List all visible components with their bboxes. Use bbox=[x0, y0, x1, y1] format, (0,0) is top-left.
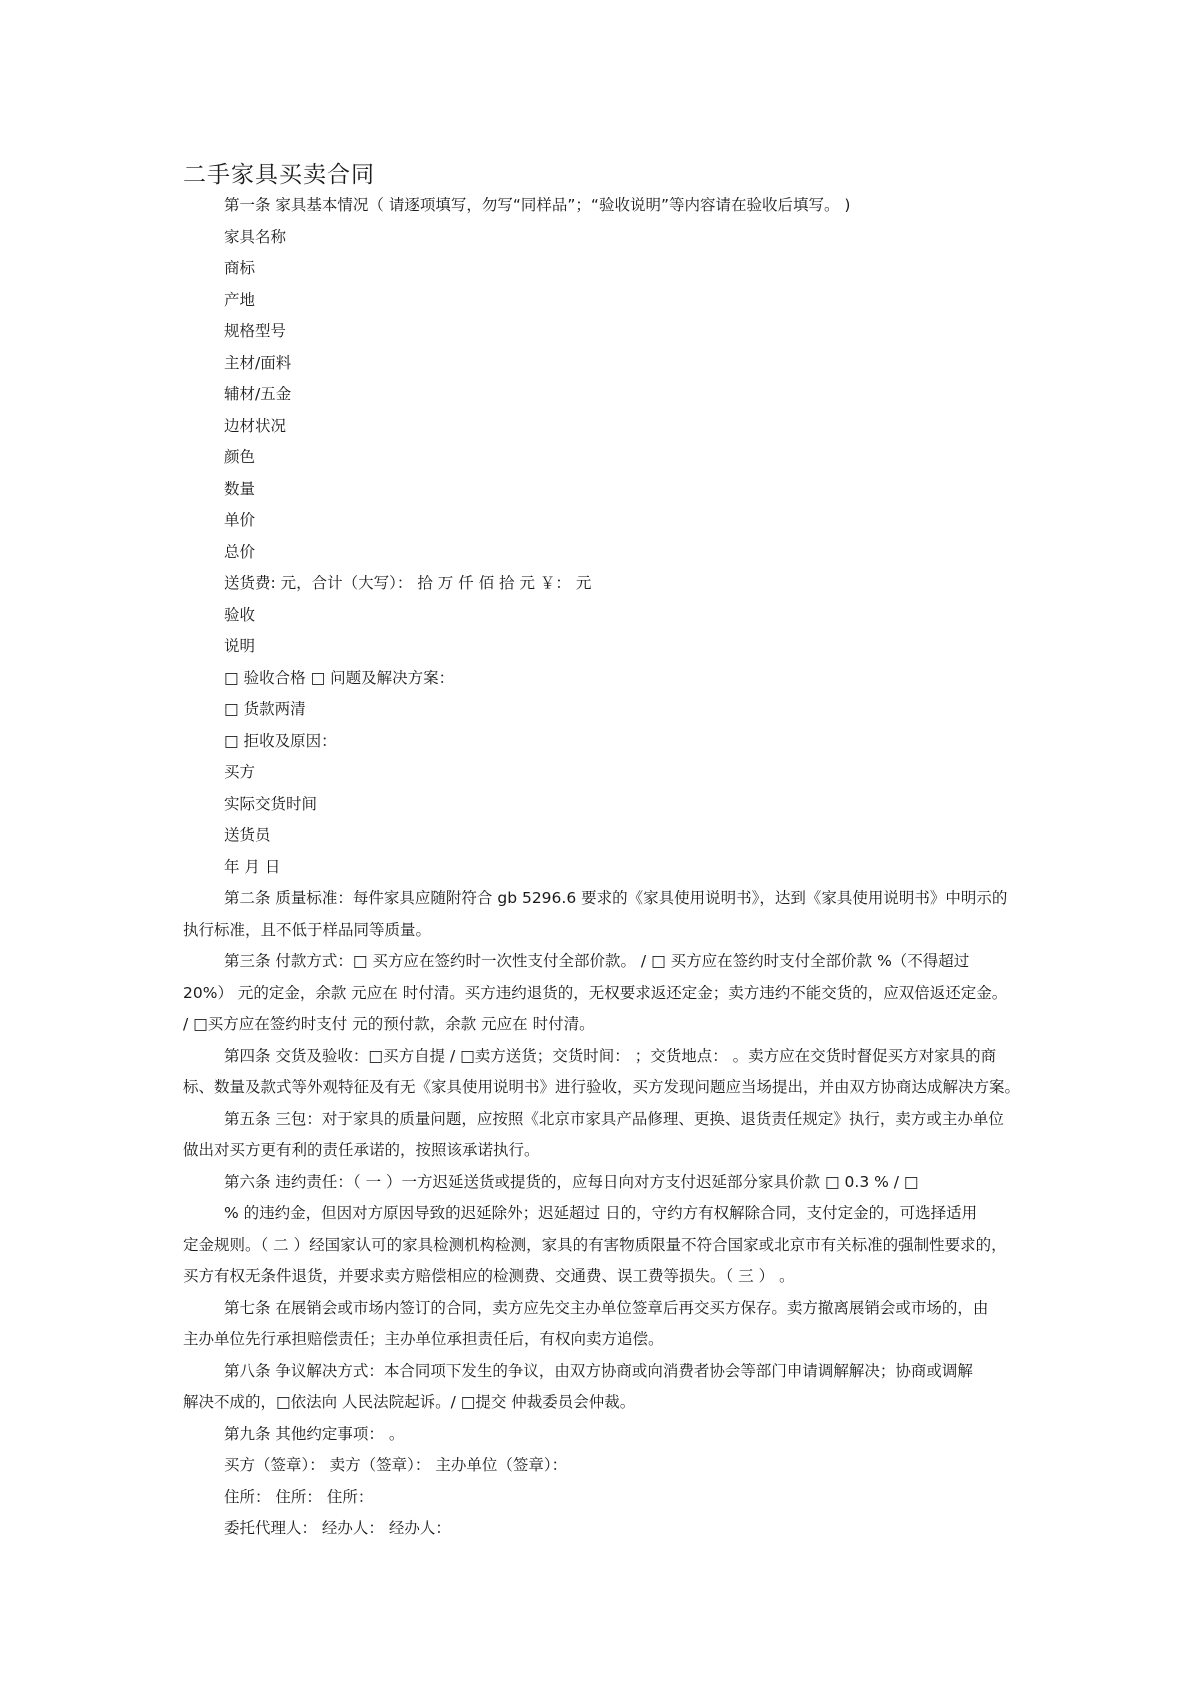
document-title: 二手家具买卖合同 bbox=[183, 162, 375, 188]
article6-line: 买方有权无条件退货，并要求卖方赔偿相应的检测费、交通费、误工费等损失。（ 三 ） 。 bbox=[183, 1267, 795, 1285]
field-origin: 产地 bbox=[224, 290, 256, 309]
article5-line: 做出对买方更有利的责任承诺的，按照该承诺执行。 bbox=[183, 1141, 540, 1159]
date-line: 年 月 日 bbox=[224, 857, 281, 876]
article4-line: 标、数量及款式等外观特征及有无《家具使用说明书》进行验收，买方发现问题应当场提出，并由双方协商达成解决方案。 bbox=[183, 1078, 1021, 1096]
check-option-accepted bbox=[183, 663, 1033, 695]
article2-line: 执行标准，且不低于样品同等质量。 bbox=[183, 920, 432, 939]
check-option-paid bbox=[183, 694, 1033, 726]
field-hardware: 辅材/五金 bbox=[224, 385, 292, 403]
article7-line: 第七条 在展销会或市场内签订的合同，卖方应先交主办单位签章后再交买方保存。卖方撤离展销会或市场的，由 bbox=[224, 1298, 989, 1317]
field-total-price: 总价 bbox=[224, 542, 256, 561]
article6-line: 定金规则。（ 二 ）经国家认可的家具检测机构检测，家具的有害物质限量不符合国家或北京市有关标准的强制性要求的， bbox=[183, 1235, 1007, 1254]
article2-line: 第二条 质量标准：每件家具应随附符合 gb 5296.6 要求的《家具使用说明书》，达到《家具使用说明书》中明示的 bbox=[224, 889, 1008, 907]
field-model: 规格型号 bbox=[224, 322, 287, 340]
field-main-material: 主材/面料 bbox=[224, 353, 292, 372]
delivery-fee-line: 送货费: 元，合计（大写）： 拾 万 仟 佰 拾 元 ￥： 元 bbox=[224, 574, 592, 592]
field-color: 颜色 bbox=[224, 448, 256, 466]
contract-body bbox=[183, 190, 1033, 1545]
checkbox-icon[interactable]: □ bbox=[224, 668, 239, 687]
article1-heading: 第一条 家具基本情况（ 请逐项填写，勿写“同样品”；“验收说明”等内容请在验收后填写。 ) bbox=[224, 196, 851, 214]
article3-line: 20%） 元的定金，余款 元应在 时付清。买方违约退货的，无权要求返还定金；卖方违约不能交货的，应双倍返还定金。 bbox=[183, 983, 1008, 1002]
acceptance-label: 验收 bbox=[224, 605, 256, 624]
article3-line: / □买方应在签约时支付 元的预付款，余款 元应在 时付清。 bbox=[183, 1015, 595, 1033]
courier-label: 送货员 bbox=[224, 826, 271, 844]
field-unit-price: 单价 bbox=[224, 511, 256, 529]
field-edge-condition: 边材状况 bbox=[224, 416, 287, 435]
article4-line: 第四条 交货及验收：□买方自提 / □卖方送货；交货时间： ；交货地点： 。卖方应在交货时督促买方对家具的商 bbox=[224, 1046, 997, 1065]
checkbox-icon[interactable]: □ bbox=[224, 731, 239, 750]
field-name: 家具名称 bbox=[224, 227, 287, 246]
article9-line: 第九条 其他约定事项： 。 bbox=[224, 1424, 405, 1443]
buyer-label: 买方 bbox=[224, 763, 256, 781]
signature-parties: 买方（签章）： 卖方（签章）： 主办单位（签章）： bbox=[224, 1456, 568, 1474]
check-option-label: 货款两清 bbox=[243, 700, 306, 718]
check-option-label: 拒收及原因： bbox=[243, 731, 337, 750]
check-option-rejected bbox=[183, 726, 1033, 758]
article6-line: 第六条 违约责任：（ 一 ）一方迟延送货或提货的，应每日向对方支付迟延部分家具价款 □ 0.3 % / □ bbox=[224, 1172, 919, 1191]
article7-line: 主办单位先行承担赔偿责任；主办单位承担责任后，有权向卖方追偿。 bbox=[183, 1330, 664, 1348]
field-quantity: 数量 bbox=[224, 479, 256, 498]
article8-line: 第八条 争议解决方式：本合同项下发生的争议，由双方协商或向消费者协会等部门申请调解解决；协商或调解 bbox=[224, 1361, 973, 1380]
actual-delivery-time-label: 实际交货时间 bbox=[224, 794, 318, 813]
signature-agents: 委托代理人： 经办人： 经办人： bbox=[224, 1519, 451, 1537]
checkbox-icon[interactable]: □ bbox=[224, 700, 239, 718]
article6-line: % 的违约金，但因对方原因导致的迟延除外；迟延超过 日的，守约方有权解除合同，支付定金的，可选择适用 bbox=[224, 1204, 978, 1222]
field-trademark: 商标 bbox=[224, 259, 256, 277]
check-option-label: 验收合格 □ 问题及解决方案： bbox=[243, 668, 455, 687]
signature-addresses: 住所： 住所： 住所： bbox=[224, 1487, 374, 1506]
article5-line: 第五条 三包：对于家具的质量问题，应按照《北京市家具产品修理、更换、退货责任规定》执行，卖方或主办单位 bbox=[224, 1109, 1004, 1128]
article8-line: 解决不成的，□依法向 人民法院起诉。/ □提交 仲裁委员会仲裁。 bbox=[183, 1393, 636, 1411]
article3-line: 第三条 付款方式：□ 买方应在签约时一次性支付全部价款。 / □ 买方应在签约时支付全部价款 %（不得超过 bbox=[224, 952, 970, 970]
note-label: 说明 bbox=[224, 637, 256, 655]
